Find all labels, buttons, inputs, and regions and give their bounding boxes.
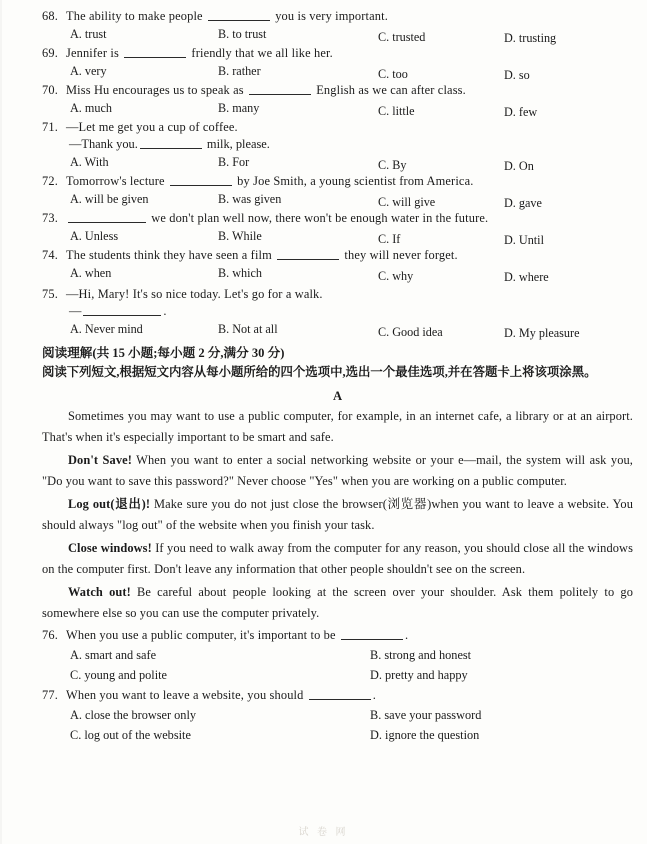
option-a[interactable]: A. Never mind	[70, 322, 143, 336]
question-stem	[42, 286, 633, 303]
reading-section-instruction: 阅读下列短文,根据短文内容从每小题所给的四个选项中,选出一个最佳选项,并在答题卡上将该项涂黑。	[42, 365, 597, 379]
paragraph-text: Sometimes you may want to use a public computer, for example, in an internet cafe, a library or at an airport. That's when it's especially important to be smart and safe.	[42, 409, 633, 444]
stem-text-post: .	[404, 628, 409, 642]
option-c[interactable]: C. If	[378, 232, 401, 246]
paragraph-lead: Watch out!	[68, 585, 131, 599]
stem-text-post: we don't plan well now, there won't be enough water in the future.	[148, 211, 489, 225]
option-d[interactable]: D. where	[504, 270, 549, 284]
paragraph-text: Be careful about people looking at the screen over your shoulder. Ask them politely to go somewhere else so you can use the computer privately.	[42, 585, 633, 620]
answer-blank	[309, 699, 371, 700]
option-row	[42, 25, 633, 43]
option-d[interactable]: D. Until	[504, 233, 544, 247]
question-71	[42, 119, 633, 171]
stem-text-pre: The ability to make people	[66, 9, 206, 23]
paragraph-lead: Log out(退出)!	[68, 497, 151, 511]
reading-section-heading: 阅读理解(共 15 小题;每小题 2 分,满分 30 分)	[42, 346, 285, 360]
question-68	[42, 8, 633, 43]
question-70	[42, 82, 633, 117]
option-a[interactable]: A. much	[70, 101, 112, 115]
stem-text-pre: When you want to leave a website, you should	[66, 688, 307, 702]
option-d[interactable]: D. On	[504, 159, 534, 173]
option-b[interactable]: B. many	[218, 101, 260, 115]
question-number: 73.	[42, 211, 58, 225]
question-69	[42, 45, 633, 80]
option-a[interactable]: A. With	[70, 155, 109, 169]
question-77	[42, 686, 633, 745]
option-c[interactable]: C. Good idea	[378, 325, 443, 339]
option-a[interactable]: A. Unless	[70, 229, 119, 243]
option-d[interactable]: D. pretty and happy	[370, 668, 468, 682]
option-a[interactable]: A. when	[70, 266, 112, 280]
dialog-text-pre: —Thank you.	[69, 137, 138, 151]
option-d[interactable]: D. gave	[504, 196, 542, 210]
question-stem	[42, 686, 633, 705]
option-a[interactable]: A. smart and safe	[70, 648, 157, 662]
option-c[interactable]: C. young and polite	[70, 668, 168, 682]
answer-blank	[341, 639, 403, 640]
option-d[interactable]: D. My pleasure	[504, 326, 580, 340]
option-b[interactable]: B. save your password	[370, 708, 482, 722]
question-number: 69.	[42, 46, 58, 60]
stem-text-pre: The students think they have seen a film	[66, 248, 276, 262]
question-76	[42, 626, 633, 685]
stem-text-post: you is very important.	[271, 9, 388, 23]
paragraph-lead: Close windows!	[68, 541, 152, 555]
passage-paragraph-1	[42, 406, 633, 448]
question-stem	[42, 8, 633, 25]
question-stem	[42, 626, 633, 645]
stem-text-pre: Jennifer is	[66, 46, 123, 60]
question-75	[42, 286, 633, 338]
stem-text-pre: —Hi, Mary! It's so nice today. Let's go for a walk.	[66, 287, 323, 301]
option-c[interactable]: C. will give	[378, 195, 436, 209]
option-a[interactable]: A. very	[70, 64, 107, 78]
question-stem	[42, 247, 633, 264]
option-d[interactable]: D. ignore the question	[370, 728, 480, 742]
answer-blank	[249, 94, 311, 95]
option-row	[42, 153, 633, 171]
answer-blank	[124, 57, 186, 58]
option-row	[42, 190, 633, 208]
passage-paragraph-2	[42, 450, 633, 492]
option-row	[42, 99, 633, 117]
option-a[interactable]: A. will be given	[70, 192, 149, 206]
stem-text-pre: When you use a public computer, it's important to be	[66, 628, 339, 642]
answer-blank	[170, 185, 232, 186]
paragraph-text: Make sure you do not just close the browser(浏览器)when you want to leave a website. You should always "log out" of the website when you finish your task.	[42, 497, 634, 532]
answer-blank	[68, 222, 146, 223]
dialog-reply	[42, 136, 633, 153]
question-stem	[42, 119, 633, 136]
option-b[interactable]: B. was given	[218, 192, 282, 206]
stem-text-post: they will never forget.	[341, 248, 458, 262]
question-stem	[42, 82, 633, 99]
option-row	[42, 725, 633, 745]
paragraph-text: When you want to enter a social networking website or your e—mail, the system will ask you, "Do you want to save this password?" Never choose "Yes" when you are working on a public computer.	[42, 453, 633, 488]
option-row	[42, 665, 633, 685]
option-row	[42, 320, 633, 338]
paragraph-lead: Don't Save!	[68, 453, 132, 467]
answer-blank	[277, 259, 339, 260]
answer-blank	[140, 148, 202, 149]
question-number: 74.	[42, 248, 58, 262]
stem-text-pre: —Let me get you a cup of coffee.	[66, 120, 238, 134]
question-stem	[42, 173, 633, 190]
stem-text-pre: Tomorrow's lecture	[66, 174, 168, 188]
stem-text-post: .	[372, 688, 376, 702]
passage-paragraph-3	[42, 494, 633, 536]
option-row	[42, 705, 633, 725]
option-c[interactable]: C. log out of the website	[70, 728, 191, 742]
option-d[interactable]: D. few	[504, 105, 538, 119]
passage-letter: A	[332, 389, 343, 403]
question-73	[42, 210, 633, 245]
option-row	[42, 264, 633, 282]
question-number: 71.	[42, 120, 58, 134]
option-b[interactable]: B. Not at all	[218, 322, 278, 336]
page-watermark: 试 卷 网	[298, 827, 349, 838]
option-c[interactable]: C. By	[378, 158, 407, 172]
stem-text-post: English as we can after class.	[312, 83, 466, 97]
option-b[interactable]: B. to trust	[218, 27, 267, 41]
stem-text-post: by Joe Smith, a young scientist from America.	[233, 174, 474, 188]
question-number: 70.	[42, 83, 58, 97]
dialog-text-post: milk, please.	[203, 137, 270, 151]
passage-paragraph-5	[42, 582, 633, 624]
option-d[interactable]: D. so	[504, 68, 530, 82]
stem-text-pre: Miss Hu encourages us to speak as	[66, 83, 247, 97]
option-b[interactable]: B. strong and honest	[370, 648, 472, 662]
option-b[interactable]: B. While	[218, 229, 262, 243]
option-a[interactable]: A. close the browser only	[70, 708, 197, 722]
option-c[interactable]: C. little	[378, 104, 415, 118]
option-row	[42, 62, 633, 80]
question-number: 76.	[42, 628, 58, 642]
option-a[interactable]: A. trust	[70, 27, 107, 41]
option-row	[42, 645, 633, 665]
option-d[interactable]: D. trusting	[504, 31, 557, 45]
option-c[interactable]: C. too	[378, 67, 408, 81]
question-number: 75.	[42, 287, 58, 301]
option-row	[42, 227, 633, 245]
question-72	[42, 173, 633, 208]
option-b[interactable]: B. rather	[218, 64, 261, 78]
dialog-text-pre: —	[69, 304, 82, 318]
question-number: 72.	[42, 174, 58, 188]
answer-blank	[208, 20, 270, 21]
question-stem	[42, 45, 633, 62]
question-74	[42, 247, 633, 282]
option-b[interactable]: B. which	[218, 266, 263, 280]
dialog-reply	[42, 303, 633, 320]
dialog-text-post: .	[163, 304, 167, 318]
question-stem	[42, 210, 633, 227]
paragraph-text: If you need to walk away from the computer for any reason, you should close all the windows on the computer first. Don't leave any information that other people shouldn't see on the screen.	[42, 541, 634, 576]
option-b[interactable]: B. For	[218, 155, 250, 169]
stem-text-post: friendly that we all like her.	[188, 46, 333, 60]
question-number: 68.	[42, 9, 58, 23]
answer-blank	[83, 315, 161, 316]
option-c[interactable]: C. trusted	[378, 30, 426, 44]
passage-paragraph-4	[42, 538, 633, 580]
option-c[interactable]: C. why	[378, 269, 414, 283]
question-number: 77.	[42, 688, 58, 702]
